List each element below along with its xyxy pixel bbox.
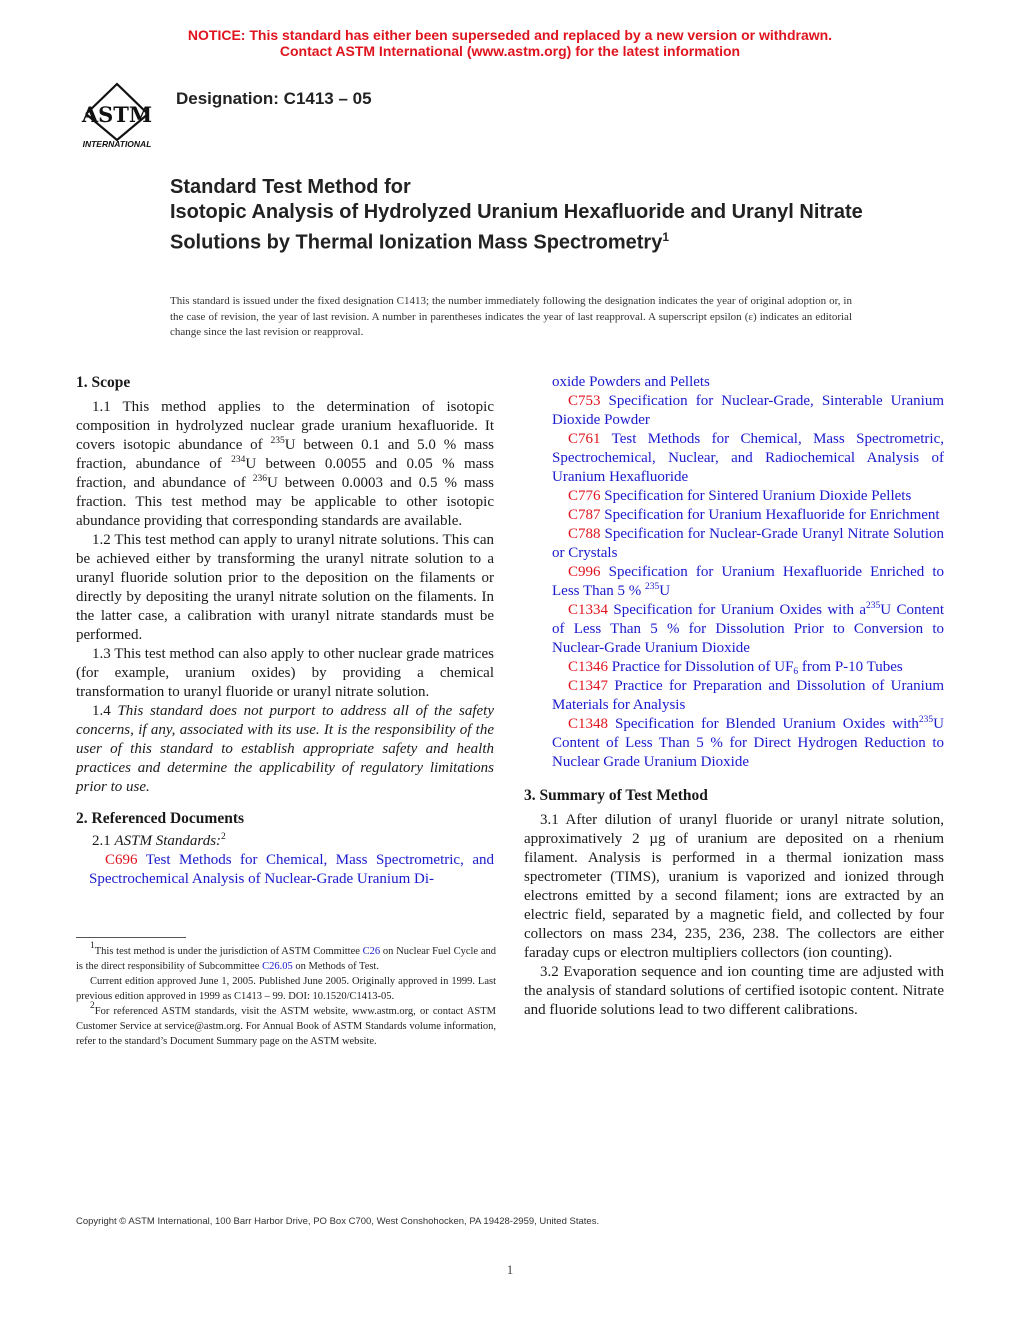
referenced-heading: 2. Referenced Documents bbox=[76, 810, 245, 827]
footnote-rule bbox=[76, 937, 186, 938]
logo-subtext: INTERNATIONAL bbox=[82, 139, 152, 149]
summary-3-1: 3.1 After dilution of uranyl fluoride or uranyl nitrate solution, approximatively 2 µg of uranium are deposited on a rhenium filament. Analysis is performed in a thermal ionization mass spectrometer (TIMS), uranium is vaporized and ionized through electrons emitted by a second filament; ions are extracted by an electric field, separated by a magnetic field, and collected by four collectors on mass 234, 235, 236, 238. The collectors are either faraday cups or electron multipliers collectors (ion counting). bbox=[524, 812, 944, 961]
link-c26[interactable]: C26 bbox=[362, 946, 381, 957]
footnote-1: $^1$This test method is under the jurisdiction of ASTM Committee C26 on Nuclear Fuel Cycle and is the direct responsibility of Subcommittee C26.05 on Methods of Test. bbox=[76, 941, 497, 972]
title-line-1: Standard Test Method for bbox=[170, 176, 411, 198]
page-number: 1 bbox=[506, 1262, 514, 1277]
ref-c696[interactable]: C696 Test Methods for Chemical, Mass Spectrometric, and Spectrochemical Analysis of Nuclear-Grade Uranium Di- bbox=[89, 852, 494, 887]
right-column bbox=[524, 373, 944, 1020]
notice-line-1: NOTICE: This standard has either been superseded and replaced by a new version or withdrawn. bbox=[187, 27, 833, 43]
ref-c753[interactable]: C753 Specification for Nuclear-Grade, Sinterable Uranium Dioxide Powder bbox=[552, 393, 944, 428]
astm-standards-subhead: 2.1 ASTM Standards:$^2$ bbox=[92, 832, 226, 849]
standard-note: This standard is issued under the fixed designation C1413; the number immediately following the designation indicates the year of original adoption or, in the case of revision, the year of last revision. A number in parentheses indicates the year of last reapproval. A superscript epsilon (ε) indicates an editorial change since the last revision or reapproval. bbox=[170, 295, 852, 338]
link-c26-05[interactable]: C26.05 bbox=[262, 961, 293, 972]
ref-c761[interactable]: C761 Test Methods for Chemical, Mass Spectrometric, Spectrochemical, Nuclear, and Radiochemical Analysis of Uranium Hexafluoride bbox=[552, 431, 944, 485]
footnotes bbox=[76, 941, 497, 1049]
footnote-edition: Current edition approved June 1, 2005. Published June 2005. Originally approved in 1999. Last previous edition approved in 1999 as C1413 – 99. DOI: 10.1520/C1413-05. bbox=[76, 976, 496, 1002]
title-footnote-mark: 1 bbox=[662, 230, 670, 244]
document-title bbox=[170, 175, 870, 256]
designation: Designation: C1413 – 05 bbox=[176, 89, 372, 108]
ref-c1334[interactable]: C1334 Specification for Uranium Oxides with $a^{235}U$ Content of Less Than 5 % for Dissolution Prior to Conversion to Nuclear-Grade Uranium Dioxide bbox=[552, 601, 944, 656]
scope-1-2: 1.2 This test method can apply to uranyl nitrate solutions. This can be achieved either by transforming the uranyl nitrate solution to a uranyl fluoride solution prior to the deposition on the filaments or directly by depositing the uranyl nitrate solution on the filaments. In the latter case, a calibration with uranyl nitrate standards must be performed. bbox=[76, 532, 494, 643]
ref-c776[interactable]: C776 Specification for Sintered Uranium Dioxide Pellets bbox=[568, 488, 912, 504]
summary-heading: 3. Summary of Test Method bbox=[524, 787, 708, 804]
footnote-2: $^2$For referenced ASTM standards, visit the ASTM website, www.astm.org, or contact ASTM Customer Service at service@astm.org. For Annual Book of ASTM Standards volume information, refer to the standard’s Document Summary page on the ASTM website. bbox=[76, 1001, 496, 1047]
ref-c787[interactable]: C787 Specification for Uranium Hexafluoride for Enrichment bbox=[568, 507, 940, 523]
summary-3-2: 3.2 Evaporation sequence and ion counting time are adjusted with the analysis of standard solutions of certified isotopic content. Nitrate and fluoride solutions lead to two different calibrations. bbox=[524, 964, 944, 1018]
scope-1-3: 1.3 This test method can also apply to other nuclear grade matrices (for example, uranium oxides) by providing a chemical transformation to uranyl fluoride or uranyl nitrate solution. bbox=[76, 646, 494, 700]
scope-heading: 1. Scope bbox=[76, 374, 131, 391]
ref-c1348[interactable]: C1348 Specification for Blended Uranium Oxides with$^{235}$U Content of Less Than 5 % for Direct Hydrogen Reduction to Nuclear Grade Uranium Dioxide bbox=[552, 715, 944, 770]
ref-c1347[interactable]: C1347 Practice for Preparation and Dissolution of Uranium Materials for Analysis bbox=[552, 678, 944, 713]
ref-c788[interactable]: C788 Specification for Nuclear-Grade Uranyl Nitrate Solution or Crystals bbox=[552, 526, 944, 561]
title-line-2: Isotopic Analysis of Hydrolyzed Uranium Hexafluoride and Uranyl Nitrate Solutions by Thermal Ionization Mass Spectrometry bbox=[170, 201, 863, 254]
reference-list bbox=[524, 392, 944, 772]
ref-c1346[interactable]: C1346 Practice for Dissolution of $UF_6$ from P-10 Tubes bbox=[568, 659, 903, 677]
logo-text: ASTM bbox=[81, 102, 153, 127]
left-column bbox=[76, 373, 494, 889]
scope-1-4: 1.4 This standard does not purport to address all of the safety concerns, if any, associated with its use. It is the responsibility of the user of this standard to establish appropriate safety and health practices and determine the applicability of regulatory limitations prior to use. bbox=[76, 703, 495, 795]
astm-logo bbox=[72, 78, 162, 150]
notice-line-2: Contact ASTM International (www.astm.org) for the latest information bbox=[279, 43, 741, 59]
ref-c996[interactable]: C996 Specification for Uranium Hexafluoride Enriched to Less Than 5 % $^{235}$U bbox=[552, 564, 945, 599]
scope-1-1: 1.1 This method applies to the determination of isotopic composition in hydrolyzed nuclear grade uranium hexafluoride. It covers isotopic abundance of $^{235}$U between 0.1 and 5.0 % mass fraction, abundance of $^{234}$U between 0.0055 and 0.05 % mass fraction, and abundance of $^{236}$U between 0.0003 and 0.5 % mass fraction. This test method may be applicable to other isotopic abundance providing that corresponding standards are available. bbox=[76, 399, 494, 529]
ref-c696-continued[interactable]: oxide Powders and Pellets bbox=[552, 374, 710, 390]
withdrawal-notice bbox=[0, 27, 1020, 59]
copyright: Copyright © ASTM International, 100 Barr Harbor Drive, PO Box C700, West Conshohocken, PA 19428-2959, United States. bbox=[76, 1216, 600, 1227]
